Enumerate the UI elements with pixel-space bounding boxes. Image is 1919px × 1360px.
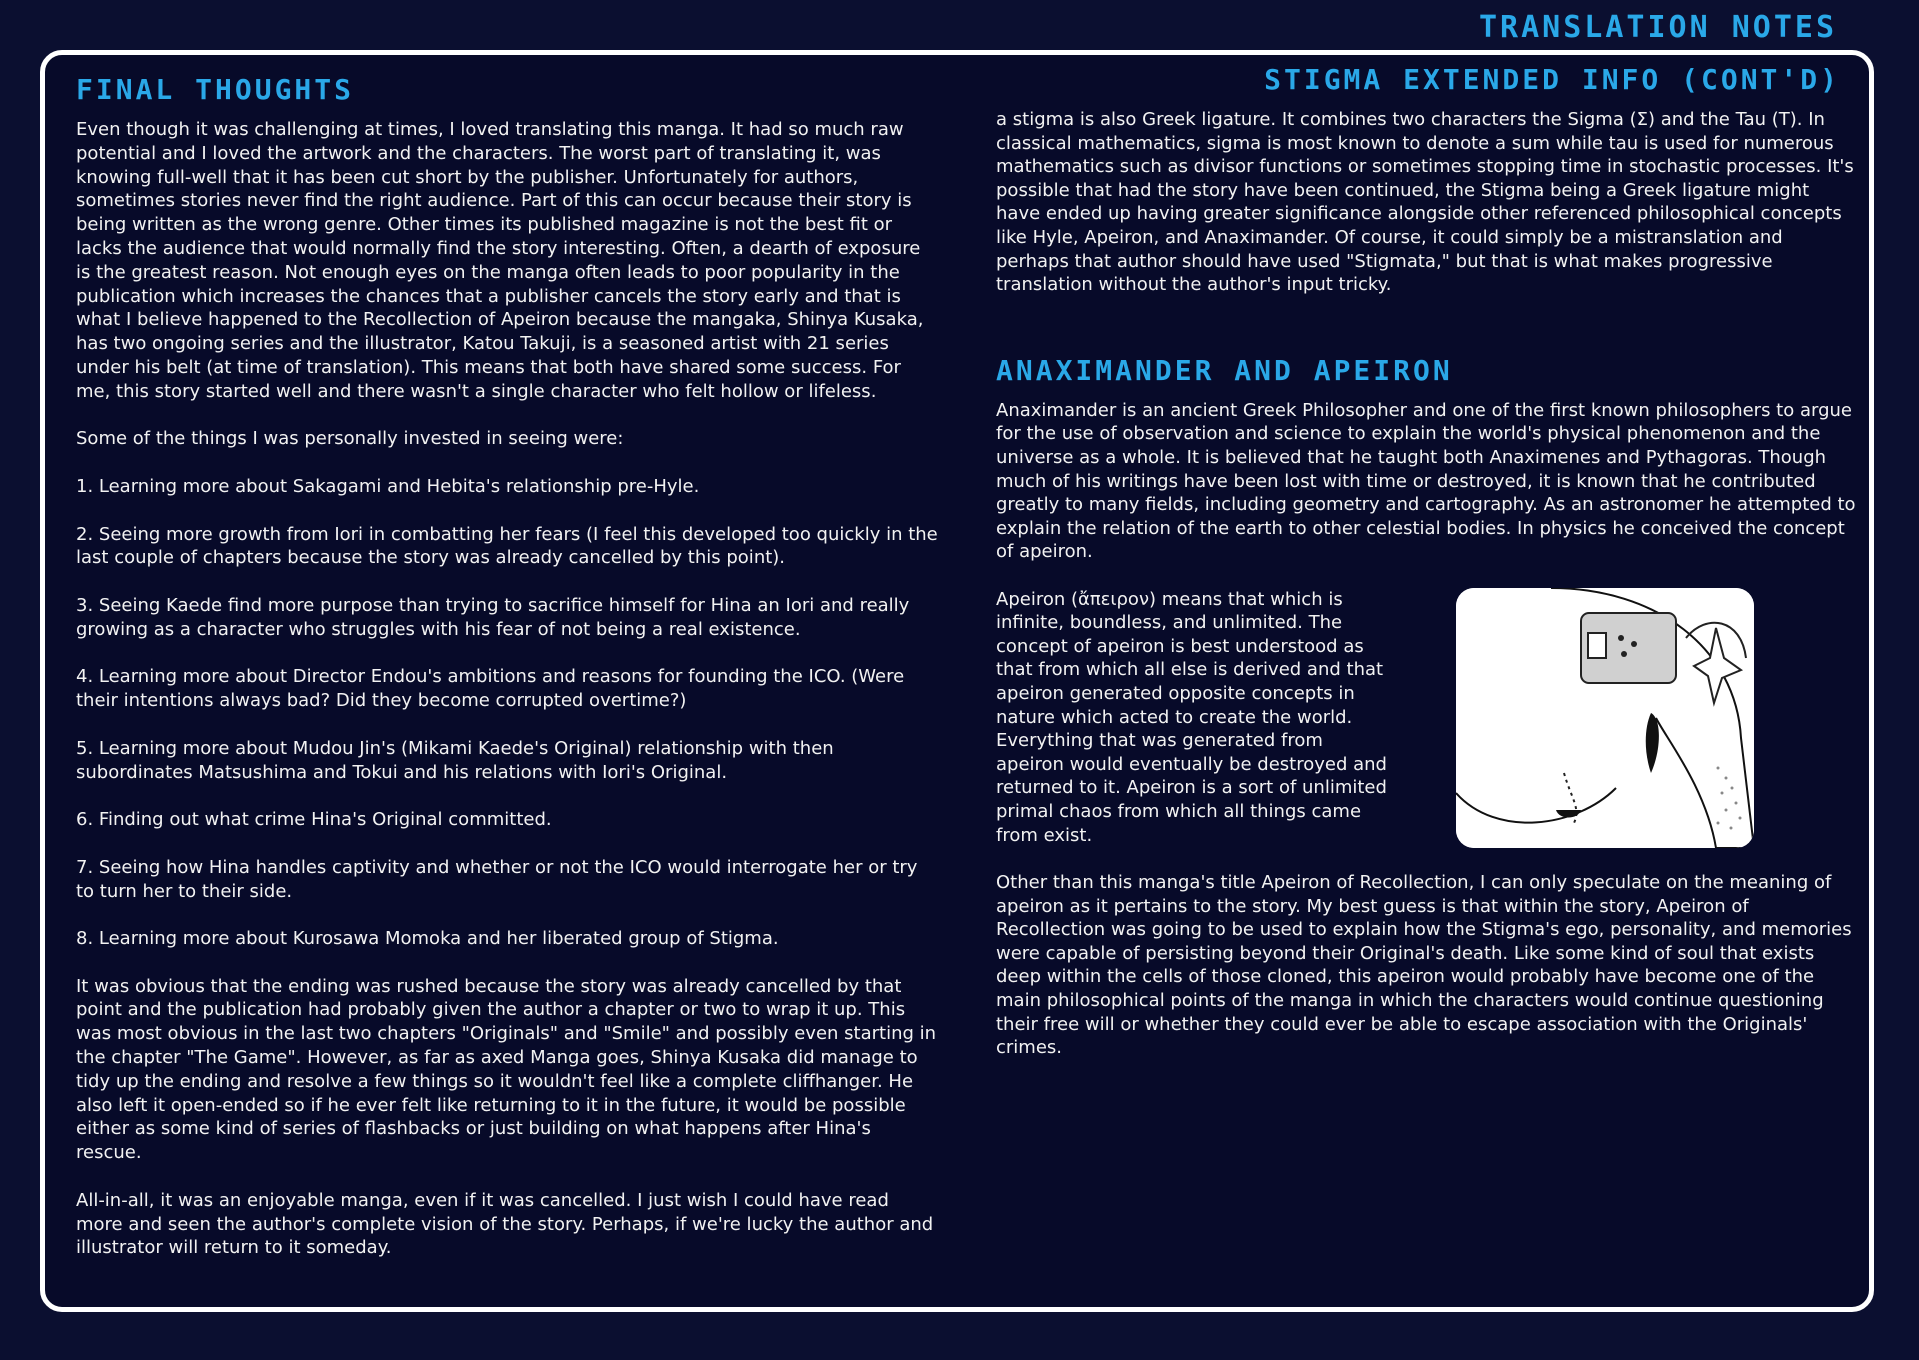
- manga-illustration-icon: [1456, 588, 1754, 848]
- apeiron-block: [996, 588, 1856, 848]
- left-paragraph: It was obvious that the ending was rushed because the story was already cancelled by that point and the publication had probably given the author a chapter or two to wrap it up. This was most obvious in the last two chapters "Originals" and "Smile" and possibly even starting in the chapter "The Game". However, as far as axed Manga goes, Shinya Kusaka did manage to tidy up the ending and resolve a few things so it wouldn't feel like a complete cliffhanger. He also left it open-ended so if he ever felt like returning to it in the future, it would be possible either as some kind of series of flashbacks or just building on what happens after Hina's rescue.: [76, 975, 937, 1164]
- list-item: 5. Learning more about Mudou Jin's (Mikami Kaede's Original) relationship with then subordinates Matsushima and Tokui and his relations with Iori's Original.: [76, 737, 834, 783]
- list-item: 4. Learning more about Director Endou's ambitions and reasons for founding the ICO. (Were their intentions always bad? Did they become corrupted overtime?): [76, 666, 905, 712]
- list-item: 7. Seeing how Hina handles captivity and whether or not the ICO would interrogate her or try to turn her to their side.: [76, 856, 918, 902]
- list-item: 6. Finding out what crime Hina's Original committed.: [76, 809, 552, 831]
- page-header-title: TRANSLATION NOTES: [1478, 10, 1837, 45]
- left-paragraph: Some of the things I was personally invested in seeing were:: [76, 428, 624, 450]
- stigma-paragraph: a stigma is also Greek ligature. It combines two characters the Sigma (Σ) and the Tau (T). In classical mathematics, sigma is most known to denote a sum while tau is used for numerous mathematics such as divisor functions or sometimes stopping time in stochastic processes. It's possible that had the story have been continued, the Stigma being a Greek ligature might have ended up having greater significance alongside other referenced philosophical concepts like Hyle, Apeiron, and Anaximander. Of course, it could simply be a mistranslation and perhaps that author should have used "Stigmata," but that is what makes progressive translation without the author's input tricky.: [996, 109, 1854, 296]
- list-item: 2. Seeing more growth from Iori in combatting her fears (I feel this developed too quickly in the last couple of chapters because the story was already cancelled by this point).: [76, 523, 938, 569]
- list-item: 3. Seeing Kaede find more purpose than trying to sacrifice himself for Hina an Iori and really growing as a character who struggles with his fear of not being a real existence.: [76, 594, 910, 640]
- anaximander-paragraph: Anaximander is an ancient Greek Philosopher and one of the first known philosophers to argue for the use of observation and science to explain the world's physical phenomenon and the universe as a whole. It is believed that he taught both Anaximenes and Pythagoras. Though much of his writings have been lost with time or destroyed, it is known that he contributed greatly to many fields, including geometry and cartography. As an astronomer he attempted to explain the relation of the earth to other celestial bodies. In physics he conceived the concept of apeiron.: [996, 399, 1856, 563]
- list-item: 1. Learning more about Sakagami and Hebita's relationship pre-Hyle.: [76, 475, 700, 497]
- final-thoughts-title: FINAL THOUGHTS: [76, 73, 355, 106]
- list-item: 8. Learning more about Kurosawa Momoka and her liberated group of Stigma.: [76, 928, 779, 950]
- final-thoughts-column: [76, 72, 940, 1284]
- stigma-title: STIGMA EXTENDED INFO (CONT'D): [1264, 63, 1840, 96]
- closing-paragraph: Other than this manga's title Apeiron of Recollection, I can only speculate on the meaning of apeiron as it pertains to the story. My best guess is that within the story, Apeiron of Recollection was going to be used to explain how the Stigma's ego, personality, and memories were capable of persisting beyond their Original's death. Like some kind of soul that exists deep within the cells of those cloned, this apeiron would probably have become one of the main philosophical points of the manga in which the characters would continue questioning their free will or whether they could ever be able to escape association with the Originals' crimes.: [996, 872, 1852, 1059]
- right-column: [996, 62, 1856, 1084]
- apeiron-paragraph: Apeiron (ἄπειρον) means that which is infinite, boundless, and unlimited. The concept of apeiron is best understood as that from which all else is derived and that apeiron generated opposite concepts in nature which acted to create the world. Everything that was generated from apeiron would eventually be destroyed and returned to it. Apeiron is a sort of unlimited primal chaos from which all things came from exist.: [996, 588, 1387, 846]
- anaximander-title: ANAXIMANDER AND APEIRON: [996, 353, 1453, 387]
- left-paragraph: Even though it was challenging at times, I loved translating this manga. It had so much raw potential and I loved the artwork and the characters. The worst part of translating it, was knowing full-well that it has been cut short by the publisher. Unfortunately for authors, sometimes stories never find the right audience. Part of this can occur because their story is being written as the wrong genre. Other times its published magazine is not the best fit or lacks the audience that would normally find the story interesting. Often, a dearth of exposure is the greatest reason. Not enough eyes on the manga often leads to poor popularity in the publication which increases the chances that a publisher cancels the story early and that is what I believe happened to the Recollection of Apeiron because the mangaka, Shinya Kusaka, has two ongoing series and the illustrator, Katou Takuji, is a seasoned artist with 21 series under his belt (at time of translation). This means that both have shared some success. For me, this story started well and there wasn't a single character who felt hollow or lifeless.: [76, 119, 924, 402]
- left-paragraph: All-in-all, it was an enjoyable manga, even if it was cancelled. I just wish I could have read more and seen the author's complete vision of the story. Perhaps, if we're lucky the author and illustrator will return to it someday.: [76, 1189, 934, 1259]
